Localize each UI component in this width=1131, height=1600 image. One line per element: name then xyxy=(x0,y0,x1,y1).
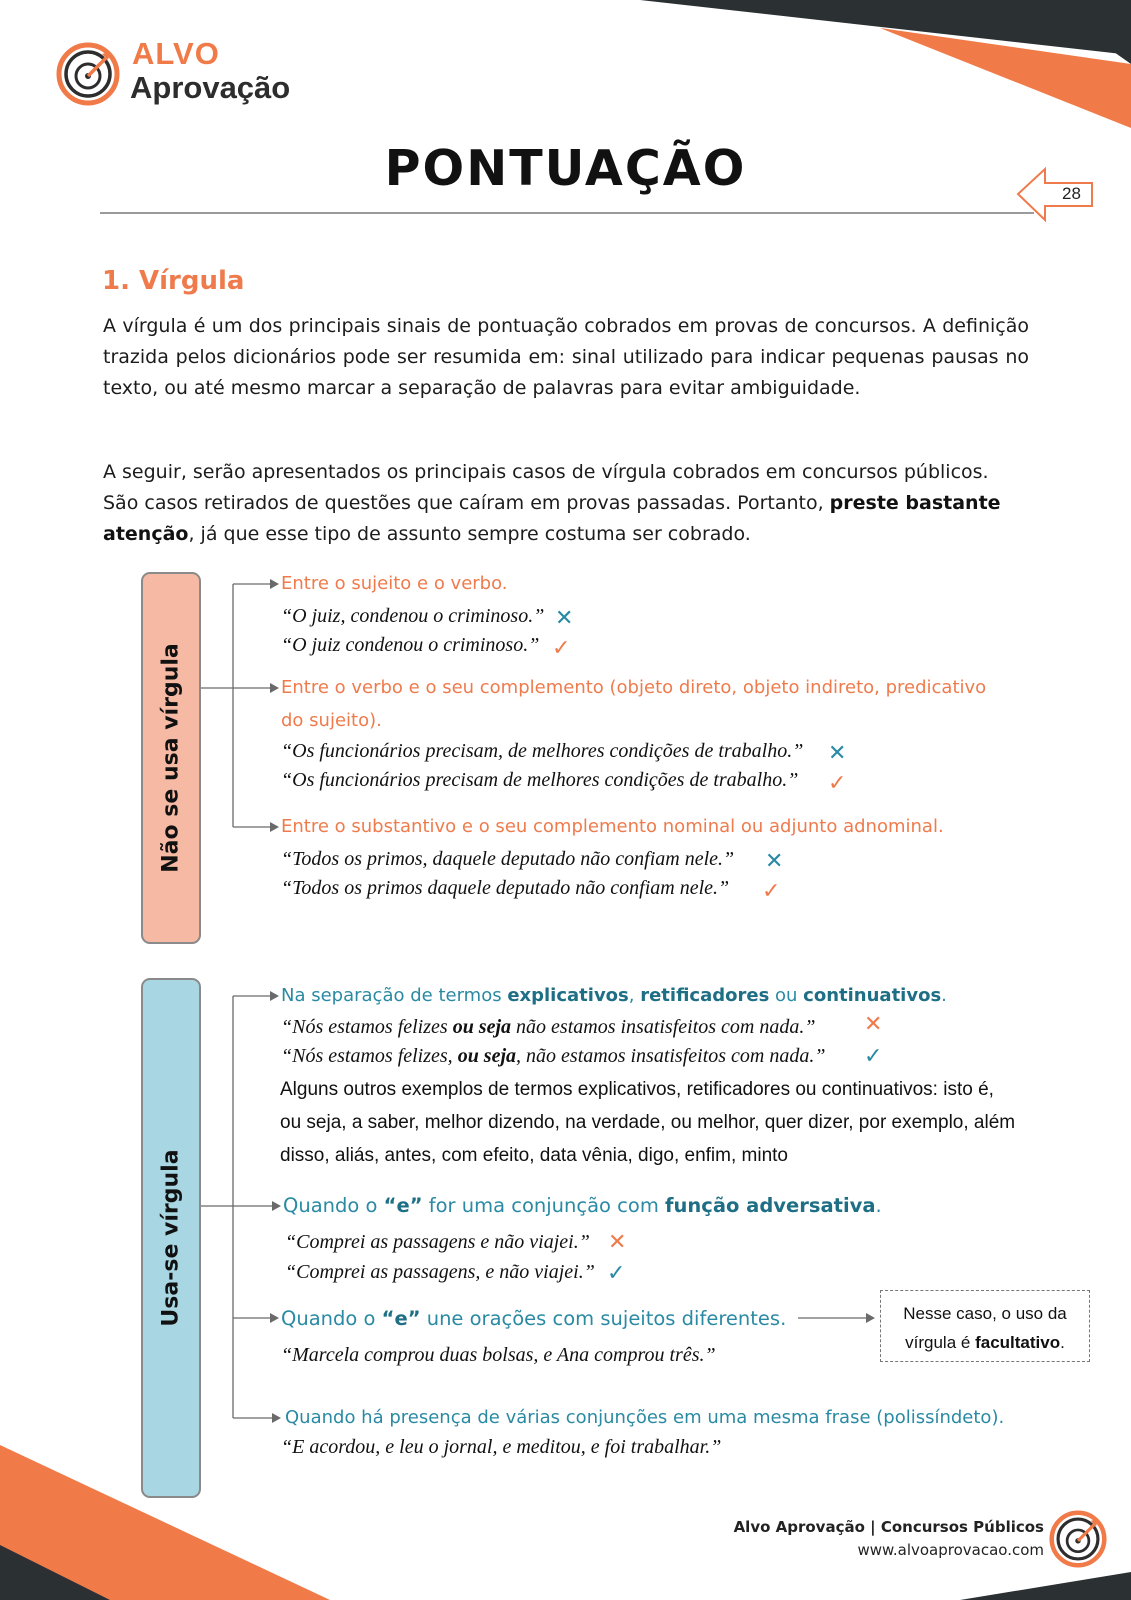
no-comma-rule-3: Entre o substantivo e o seu complemento nominal ou adjunto adnominal. xyxy=(281,816,944,837)
note-line-2: vírgula é facultativo. xyxy=(905,1333,1065,1352)
use-comma-rule-2: Quando o “e” for uma conjunção com função adversativa. xyxy=(283,1194,882,1217)
right-mark-icon: ✓ xyxy=(552,636,571,661)
no-comma-arrowheads xyxy=(270,579,279,832)
use-comma-label-bar xyxy=(141,978,201,1498)
no-comma-rule-3-right-example: “Todos os primos daquele deputado não confiam nele.” xyxy=(281,877,730,899)
footer-brand: Alvo Aprovação | Concursos Públicos xyxy=(733,1518,1044,1536)
optional-comma-note xyxy=(880,1290,1090,1362)
page-title: PONTUAÇÃO xyxy=(384,140,747,197)
no-comma-rule-1-wrong-example: “O juiz, condenou o criminoso.” xyxy=(281,605,545,627)
no-comma-rule-1-right-example: “O juiz condenou o criminoso.” xyxy=(281,634,540,656)
logo-text-aprovacao: Aprovação xyxy=(130,70,291,105)
use-comma-rule-3-example: “Marcela comprou duas bolsas, e Ana comprou três.” xyxy=(281,1344,716,1366)
no-comma-label-bar xyxy=(141,572,201,944)
emphasis-text: preste bastante atenção xyxy=(103,492,1001,545)
use-comma-rule-1-right-example: “Nós estamos felizes, ou seja, não estamos insatisfeitos com nada.” xyxy=(281,1045,826,1067)
wrong-mark-icon: ✕ xyxy=(828,741,847,766)
use-comma-label: Usa-se vírgula xyxy=(158,1149,184,1327)
use-comma-rule-1: Na separação de termos explicativos, retificadores ou continuativos. xyxy=(281,985,947,1006)
no-comma-rule-3-wrong-example: “Todos os primos, daquele deputado não confiam nele.” xyxy=(281,848,735,870)
title-divider xyxy=(100,212,1034,214)
use-comma-rule-2-right-example: “Comprei as passagens, e não viajei.” xyxy=(285,1261,595,1283)
no-comma-rule-2-right-example: “Os funcionários precisam de melhores condições de trabalho.” xyxy=(281,769,799,791)
right-mark-icon: ✓ xyxy=(828,771,847,796)
no-comma-label: Não se usa vírgula xyxy=(158,643,184,873)
use-comma-rule-4: Quando há presença de várias conjunções em uma mesma frase (polissíndeto). xyxy=(285,1407,1005,1428)
footer-url: www.alvoaprovacao.com xyxy=(857,1541,1044,1559)
right-mark-icon: ✓ xyxy=(864,1044,883,1069)
intro-paragraph-1: A vírgula é um dos principais sinais de pontuação cobrados em provas de concursos. A definição trazida pelos dicionários pode ser resumida em: sinal utilizado para indicar pequenas pausas no texto, ou até mesmo marcar a separação de palavras para evitar ambiguidade. xyxy=(103,315,1029,399)
logo-text-alvo: ALVO xyxy=(132,36,220,71)
no-comma-rule-1: Entre o sujeito e o verbo. xyxy=(281,573,508,594)
bottom-right-dark-band xyxy=(960,1572,1131,1600)
right-mark-icon: ✓ xyxy=(762,879,781,904)
other-examples-text: Alguns outros exemplos de termos explicativos, retificadores ou continuativos: isto é, ou seja, a saber, melhor dizendo, na verdade, ou melhor, quer dizer, por exemplo, além disso, aliás, antes, com efeito, data vênia, digo, enfim, minto xyxy=(280,1079,1016,1166)
no-comma-rule-2-wrong-example: “Os funcionários precisam, de melhores condições de trabalho.” xyxy=(281,740,804,762)
wrong-mark-icon: ✕ xyxy=(765,849,784,874)
no-comma-connectors xyxy=(198,584,270,827)
use-comma-rule-2-wrong-example: “Comprei as passagens e não viajei.” xyxy=(285,1231,590,1253)
page-number: 28 xyxy=(1062,184,1081,203)
intro-paragraph-2: A seguir, serão apresentados os principais casos de vírgula cobrados em concursos públicos. São casos retirados de questões que caíram em provas passadas. Portanto, preste bastante atenção, já que esse tipo de assunto sempre costuma ser cobrado. xyxy=(103,461,1001,545)
no-comma-rule-2-line-1: Entre o verbo e o seu complemento (objeto direto, objeto indireto, predicativo xyxy=(281,677,987,698)
use-comma-rule-4-example: “E acordou, e leu o jornal, e meditou, e foi trabalhar.” xyxy=(281,1436,722,1458)
wrong-mark-icon: ✕ xyxy=(864,1012,883,1037)
wrong-mark-icon: ✕ xyxy=(608,1230,627,1255)
wrong-mark-icon: ✕ xyxy=(555,606,574,631)
target-logo-icon xyxy=(1049,1510,1107,1568)
right-mark-icon: ✓ xyxy=(607,1261,626,1286)
use-comma-rule-3: Quando o “e” une orações com sujeitos diferentes. xyxy=(281,1307,787,1330)
target-logo-icon xyxy=(56,42,120,106)
no-comma-rule-2-line-2: do sujeito). xyxy=(281,710,382,731)
use-comma-rule-1-wrong-example: “Nós estamos felizes ou seja não estamos insatisfeitos com nada.” xyxy=(281,1016,816,1038)
note-line-1: Nesse caso, o uso da xyxy=(903,1304,1067,1323)
section-heading: 1. Vírgula xyxy=(102,266,245,296)
